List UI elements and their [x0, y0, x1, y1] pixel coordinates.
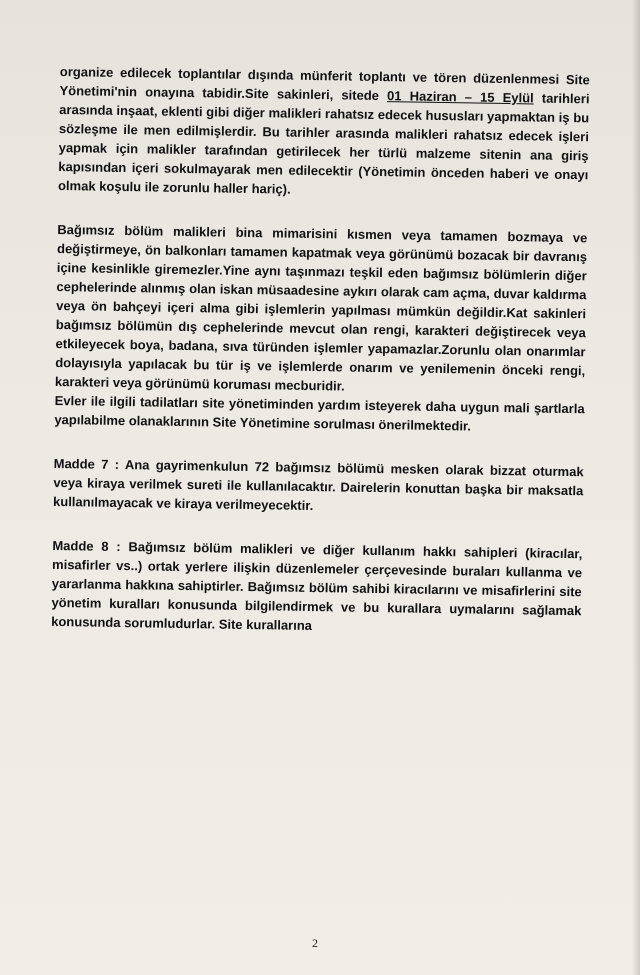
page-edge-shadow [632, 0, 640, 975]
paragraph-text: Bağımsız bölüm malikleri bina mimarisini kısmen veya tamamen bozmaya ve değiştirmeye, ön balkonları tamamen kapatmak veya görünümü bozacak bir davranış içine kesinlikle giremezler.Yine aynı taşınmazı teşkil eden bağımsız bölümlerin diğer cephelerinde alınmış olan iskan müsaadesine aykırı olarak cam açma, duvar kaldırma veya ön bahçeyi içeri alma gibi işlemlerin yapılması mümkün değildir.Kat sakinleri bağımsız bölümün dış cephelerinde mevcut olan rengi, karakteri değiştirecek veya etkileyecek boya, badana, sıva türünden işlemler yapamazlar.Zorunlu olan onarımlar dolayısıyla yapılacak bu tür iş ve işlemlerde onarım ve yenilemenin önceki rengi, karakteri veya görünümü koruması mecburidir. [54, 221, 588, 394]
article-7 [53, 454, 584, 519]
document-body [51, 62, 590, 664]
article-8 [51, 536, 582, 639]
underlined-date-range: 01 Haziran – 15 Eylül [386, 88, 534, 106]
page-number: 2 [312, 936, 318, 950]
paragraph-text: organize edilecek toplantılar dışında münferit toplantı ve tören düzenlenmesi Site Yönetimi'nin onayına tabidir.Site sakinleri, sitede [59, 63, 590, 104]
paragraph-bina-mimarisi [55, 220, 588, 399]
paragraph-text: tarihleri arasında inşaat, eklenti gibi diğer malikleri rahatsız edecek hususları yapmaktan iş bu sözleşme ile men edilmişlerdir. Bu tarihler arasında malikleri rahatsız edecek işleri yapmak için malikler tarafından getirilecek her türlü malzeme sitenin ana giriş kapısından içeri sokulmayarak men edilecektir (Yönetimin önceden haberi ve onayı olmak koşulu ile zorunlu haller hariç). [57, 90, 590, 197]
paragraph-text: Evler ile ilgili tadilatları site yönetiminden yardım isteyerek daha uygun mali şartlarla yapılabilme olanaklarının Site Yönetimine sorulması önerilmektedir. [54, 392, 585, 434]
paragraph-text: Madde 8 : Bağımsız bölüm malikleri ve diğer kullanım hakkı sahipleri (kiracılar, misafirler vs..) ortak yerlere ilişkin düzenlemeler çerçevesinde buraları kullanma ve yararlanma hakkına sahiptirler. Bağımsız bölüm sahibi kiracılarını ve misafirlerini site yönetim kuralları konusunda bilgilendirmek ve bu kurallara uymalarını sağlamak konusunda sorumludurlar. Site kurallarına [51, 537, 583, 634]
paragraph-tadilat-onerisi [54, 391, 585, 437]
paragraph-tadilat-kurallari [58, 62, 590, 203]
paragraph-text: Madde 7 : Ana gayrimenkulun 72 bağımsız bölümü mesken olarak bizzat oturmak veya kiraya verilmek sureti ile kullanılacaktır. Dairelerin konuttan başka bir maksatla kullanılmayacak ve kiraya verilmeyecektir. [52, 455, 584, 514]
